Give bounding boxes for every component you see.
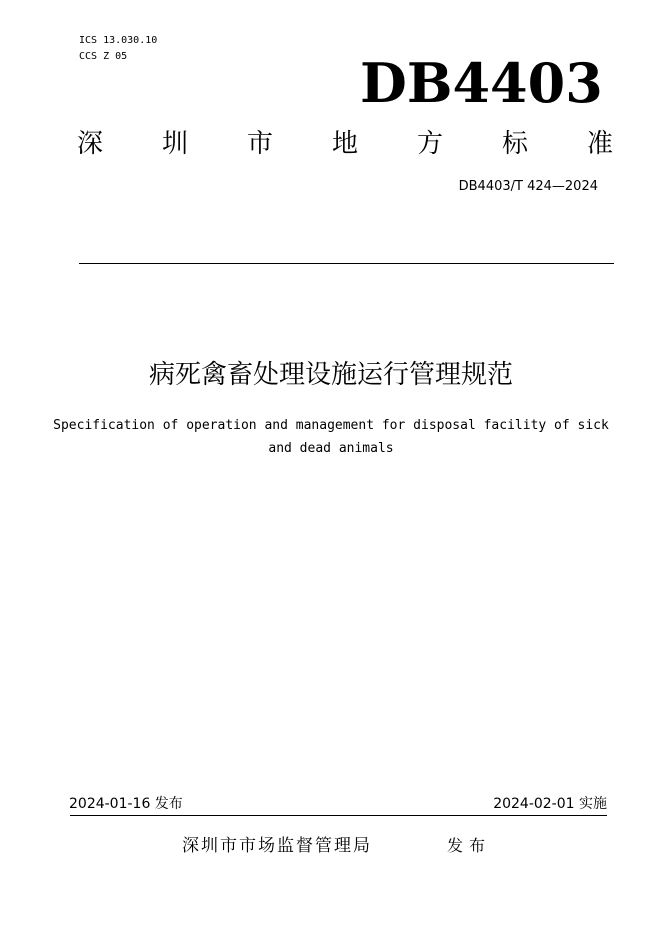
implementation-date: 2024-02-01 实施 bbox=[493, 796, 607, 812]
standard-type-char: 方 bbox=[416, 129, 443, 159]
publisher: 深圳市市场监督管理局 bbox=[182, 836, 372, 856]
classification-codes bbox=[79, 33, 157, 65]
standard-type bbox=[70, 126, 620, 162]
issue-date: 2024-01-16 发布 bbox=[69, 796, 183, 812]
publish-word: 发布 bbox=[447, 836, 492, 855]
footer-divider bbox=[70, 815, 607, 816]
title-english-line: and dead animals bbox=[268, 441, 394, 456]
title-english bbox=[40, 414, 622, 460]
title-chinese: 病死禽畜处理设施运行管理规范 bbox=[148, 360, 513, 390]
db-code: DB4403 bbox=[360, 51, 603, 115]
standard-type-char: 地 bbox=[331, 129, 358, 159]
standard-type-char: 深 bbox=[76, 129, 103, 159]
ccs-code: CCS Z 05 bbox=[79, 51, 128, 62]
title-english-line: Specification of operation and management for disposal facility of sick bbox=[53, 418, 609, 433]
ics-code: ICS 13.030.10 bbox=[79, 35, 158, 46]
standard-type-char: 市 bbox=[246, 129, 273, 159]
standard-type-char: 圳 bbox=[161, 129, 188, 159]
header-divider bbox=[79, 263, 614, 264]
standard-type-char: 准 bbox=[586, 129, 613, 159]
standard-number: DB4403/T 424—2024 bbox=[458, 179, 598, 194]
standard-type-char: 标 bbox=[501, 129, 528, 159]
